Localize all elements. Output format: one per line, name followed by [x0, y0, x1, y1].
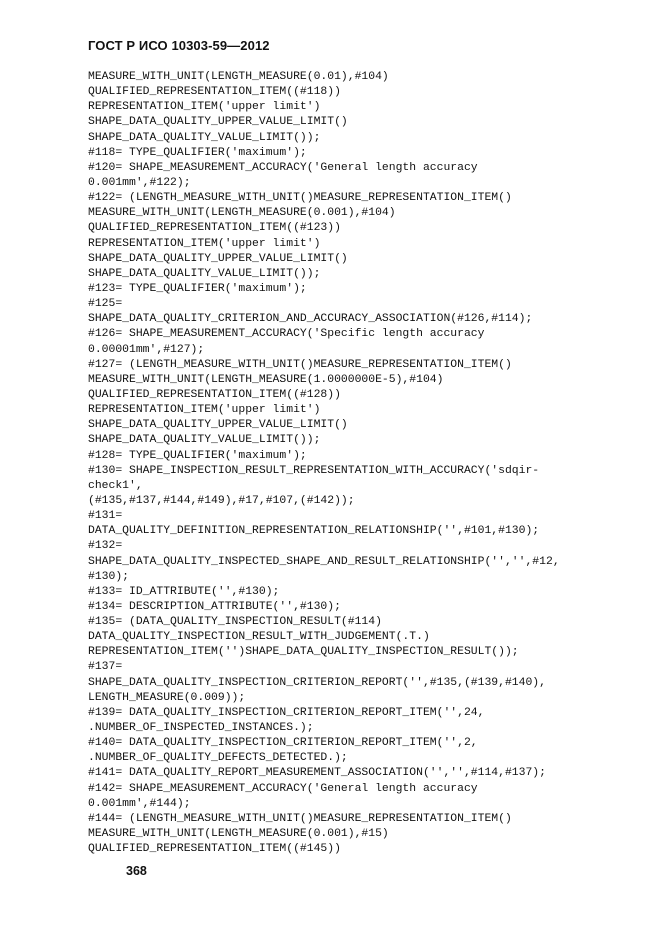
code-line: DATA_QUALITY_DEFINITION_REPRESENTATION_RELATIONSHIP('',#101,#130);: [88, 525, 540, 538]
code-line: #140= DATA_QUALITY_INSPECTION_CRITERION_REPORT_ITEM('',2,: [88, 737, 478, 750]
code-line: #132=: [88, 540, 123, 553]
code-line: REPRESENTATION_ITEM('upper limit'): [88, 101, 321, 114]
code-line: QUALIFIED_REPRESENTATION_ITEM((#123)): [88, 222, 341, 235]
code-line: #127= (LENGTH_MEASURE_WITH_UNIT()MEASURE_REPRESENTATION_ITEM(): [88, 358, 512, 371]
code-line: #142= SHAPE_MEASUREMENT_ACCURACY('General length accuracy: [88, 782, 478, 795]
code-line: .NUMBER_OF_INSPECTED_INSTANCES.);: [88, 722, 314, 735]
code-line: REPRESENTATION_ITEM('upper limit'): [88, 237, 321, 250]
code-line: 0.001mm',#144);: [88, 797, 191, 810]
code-line: SHAPE_DATA_QUALITY_VALUE_LIMIT());: [88, 267, 321, 280]
code-line: #125=: [88, 298, 123, 311]
code-line: DATA_QUALITY_INSPECTION_RESULT_WITH_JUDGEMENT(.T.): [88, 631, 430, 644]
code-line: SHAPE_DATA_QUALITY_INSPECTED_SHAPE_AND_RESULT_RELATIONSHIP('','',#12,: [88, 555, 560, 568]
code-line: QUALIFIED_REPRESENTATION_ITEM((#128)): [88, 388, 341, 401]
code-listing: [88, 70, 648, 857]
code-line: 0.00001mm',#127);: [88, 343, 205, 356]
code-line: #120= SHAPE_MEASUREMENT_ACCURACY('General length accuracy: [88, 161, 478, 174]
code-line: #135= (DATA_QUALITY_INSPECTION_RESULT(#114): [88, 616, 382, 629]
code-line: 0.001mm',#122);: [88, 176, 191, 189]
code-line: check1',: [88, 479, 143, 492]
code-line: #144= (LENGTH_MEASURE_WITH_UNIT()MEASURE_REPRESENTATION_ITEM(): [88, 812, 512, 825]
code-line: MEASURE_WITH_UNIT(LENGTH_MEASURE(1.0000000E-5),#104): [88, 373, 444, 386]
code-line: SHAPE_DATA_QUALITY_CRITERION_AND_ACCURACY_ASSOCIATION(#126,#114);: [88, 313, 533, 326]
code-line: #141= DATA_QUALITY_REPORT_MEASUREMENT_ASSOCIATION('','',#114,#137);: [88, 767, 546, 780]
code-line: #123= TYPE_QUALIFIER('maximum');: [88, 282, 307, 295]
code-line: #118= TYPE_QUALIFIER('maximum');: [88, 146, 307, 159]
code-line: SHAPE_DATA_QUALITY_VALUE_LIMIT());: [88, 434, 321, 447]
page-number: 368: [126, 864, 147, 878]
code-line: #133= ID_ATTRIBUTE('',#130);: [88, 585, 280, 598]
code-line: #122= (LENGTH_MEASURE_WITH_UNIT()MEASURE_REPRESENTATION_ITEM(): [88, 192, 512, 205]
code-line: SHAPE_DATA_QUALITY_UPPER_VALUE_LIMIT(): [88, 252, 348, 265]
code-line: #126= SHAPE_MEASUREMENT_ACCURACY('Specific length accuracy: [88, 328, 485, 341]
code-line: .NUMBER_OF_QUALITY_DEFECTS_DETECTED.);: [88, 752, 348, 765]
code-line: #130);: [88, 570, 130, 583]
code-line: MEASURE_WITH_UNIT(LENGTH_MEASURE(0.001),#104): [88, 207, 396, 220]
code-line: MEASURE_WITH_UNIT(LENGTH_MEASURE(0.001),#15): [88, 828, 389, 841]
code-line: LENGTH_MEASURE(0.009));: [88, 691, 246, 704]
code-line: #128= TYPE_QUALIFIER('maximum');: [88, 449, 307, 462]
code-line: #137=: [88, 661, 123, 674]
code-line: (#135,#137,#144,#149),#17,#107,(#142));: [88, 494, 355, 507]
code-line: #131=: [88, 510, 123, 523]
code-line: QUALIFIED_REPRESENTATION_ITEM((#118)): [88, 86, 341, 99]
code-line: REPRESENTATION_ITEM('')SHAPE_DATA_QUALITY_INSPECTION_RESULT());: [88, 646, 519, 659]
code-line: SHAPE_DATA_QUALITY_VALUE_LIMIT());: [88, 131, 321, 144]
code-line: SHAPE_DATA_QUALITY_UPPER_VALUE_LIMIT(): [88, 419, 348, 432]
code-line: QUALIFIED_REPRESENTATION_ITEM((#145)): [88, 843, 341, 856]
page-header-standard-id: ГОСТ Р ИСО 10303-59—2012: [88, 38, 270, 53]
code-line: #134= DESCRIPTION_ATTRIBUTE('',#130);: [88, 600, 341, 613]
code-line: #139= DATA_QUALITY_INSPECTION_CRITERION_REPORT_ITEM('',24,: [88, 706, 485, 719]
code-line: REPRESENTATION_ITEM('upper limit'): [88, 404, 321, 417]
code-line: MEASURE_WITH_UNIT(LENGTH_MEASURE(0.01),#104): [88, 71, 389, 83]
code-line: SHAPE_DATA_QUALITY_INSPECTION_CRITERION_REPORT('',#135,(#139,#140),: [88, 676, 546, 689]
code-line: #130= SHAPE_INSPECTION_RESULT_REPRESENTATION_WITH_ACCURACY('sdqir-: [88, 464, 540, 477]
code-line: SHAPE_DATA_QUALITY_UPPER_VALUE_LIMIT(): [88, 116, 348, 129]
